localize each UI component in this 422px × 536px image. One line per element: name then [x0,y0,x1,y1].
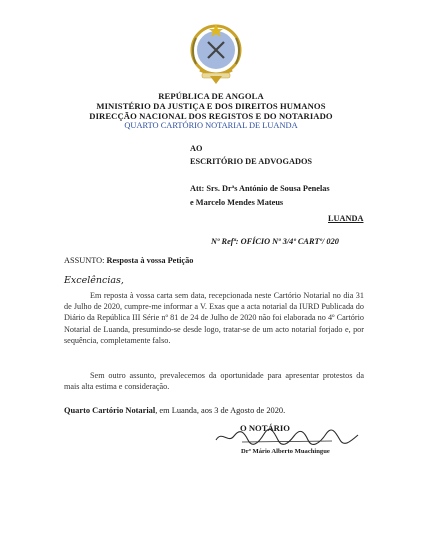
addressee-firm: ESCRITÓRIO DE ADVOGADOS [190,157,313,166]
notary-title: O NOTÁRIO [240,423,290,433]
subject-line [64,255,193,266]
letterhead-office: QUARTO CARTÓRIO NOTARIAL DE LUANDA [124,121,298,130]
place-date-office: Quarto Cartório Notarial [64,406,156,415]
place-date-text: , em Luanda, aos 3 de Agosto de 2020. [155,406,286,415]
subject-label: ASSUNTO: [64,256,105,265]
letterhead-directorate: DIRECÇÃO NACIONAL DOS REGISTOS E DO NOTARIADO [89,111,333,121]
salutation: Excelências, [64,275,124,286]
letterhead-ministry: MINISTÉRIO DA JUSTIÇA E DOS DIREITOS HUMANOS [96,101,326,111]
addressee-city: LUANDA [328,214,364,223]
angola-emblem-icon [186,18,246,88]
attention-line-1: Att: Srs. Drªs António de Sousa Penelas [190,184,330,193]
notary-name: Drº Mário Alberto Muachingue [241,448,330,455]
body-paragraph-2 [64,370,364,392]
body-paragraph-1-text: Em reposta à vossa carta sem data, recepcionada neste Cartório Notarial no dia 31 de Julho de 2020, cumpre-me informar a V. Exas que a acta notarial da IURD Publicada do Diário da República III Série nº 81 de 24 de Julho de 2020 não foi elaborada no 4º Cartório Notarial de Luanda, presumindo-se desde logo, tratar-se de um acto notarial forjado e, por sequência, completamente falso. [64,291,364,345]
letterhead [0,91,422,131]
reference-number: Nº Refª: OFÍCIO Nº 3/4º CARTº/ 020 [211,237,339,246]
body-paragraph-1 [64,290,364,346]
attention-line-2: e Marcelo Mendes Mateus [190,198,284,207]
body-paragraph-2-text: Sem outro assunto, prevalecemos da oportunidade para apresentar protestos da mais alta estima e consideração. [64,371,364,392]
subject-text: Resposta à vossa Petição [106,256,194,265]
letterhead-country: REPÚBLICA DE ANGOLA [158,91,264,101]
handwritten-signature [212,428,362,446]
place-date [64,405,285,416]
addressee-to: AO [190,144,203,153]
